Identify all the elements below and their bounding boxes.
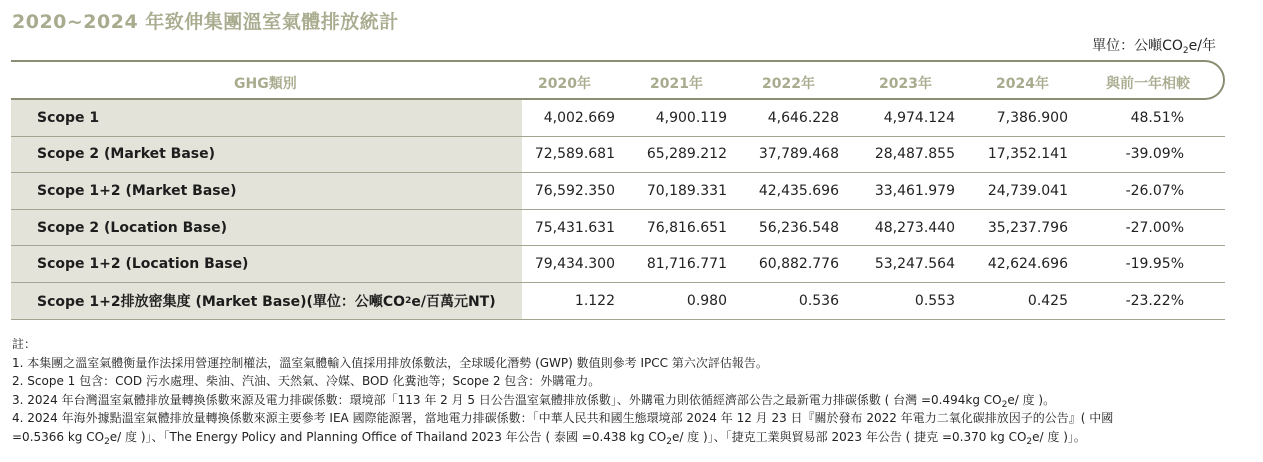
table-row (11, 100, 1225, 137)
note-1: 1. 本集團之溫室氣體衡量作法採用營運控制權法，溫室氣體輸入值採用排放係數法，全球暖化潛勢 (GWP) 數值則參考 IPCC 第六次評估報告。 (12, 355, 768, 370)
cell-2020: 76,592.350 (534, 182, 615, 199)
row-label: Scope 1+2 (Market Base) (11, 173, 522, 209)
header-category: GHG類別 (234, 76, 297, 92)
note-3: 3. 2024 年台灣溫室氣體排放量轉換係數來源及電力排碳係數：環境部「113 年 2 月 5 日公告溫室氣體排放係數」、外購電力則依循經濟部公告之最新電力排碳係數 ( 台灣 =0.494kg $CO_2e/$ 度 )。 (12, 392, 1056, 410)
cell-2024: 7,386.900 (996, 109, 1068, 126)
cell-2023: 53,247.564 (874, 256, 955, 273)
cell-2023: 28,487.855 (874, 146, 955, 163)
header-change: 與前一年相較 (1106, 76, 1190, 92)
cell-2022: 37,789.468 (758, 146, 839, 163)
header-year-2022: 2022年 (762, 76, 815, 92)
cell-change: -23.22% (1125, 292, 1184, 309)
row-label: Scope 2 (Market Base) (11, 137, 522, 173)
table-row (11, 137, 1225, 174)
row-label: Scope 1+2 (Location Base) (11, 246, 522, 282)
cell-2021: 4,900.119 (655, 109, 727, 126)
cell-2020: 79,434.300 (534, 256, 615, 273)
cell-2024: 42,624.696 (987, 256, 1068, 273)
cell-2022: 0.536 (798, 292, 839, 309)
notes-section (12, 335, 1242, 446)
cell-2021: 0.980 (686, 292, 727, 309)
row-label: Scope 1 (11, 100, 522, 136)
cell-2020: 72,589.681 (534, 146, 615, 163)
table-row (11, 210, 1225, 247)
cell-2024: 24,739.041 (987, 182, 1068, 199)
header-year-2020: 2020年 (538, 76, 591, 92)
cell-2021: 65,289.212 (646, 146, 727, 163)
cell-2021: 70,189.331 (646, 182, 727, 199)
table-row (11, 173, 1225, 210)
table-row (11, 246, 1225, 283)
cell-2022: 42,435.696 (758, 182, 839, 199)
cell-2020: 75,431.631 (534, 219, 615, 236)
header-year-2023: 2023年 (879, 76, 932, 92)
cell-2021: 76,816.651 (646, 219, 727, 236)
header-year-2024: 2024年 (996, 76, 1049, 92)
cell-change: -39.09% (1125, 146, 1184, 163)
notes-heading: 註： (12, 337, 37, 351)
cell-2022: 56,236.548 (758, 219, 839, 236)
note-4: 4. 2024 年海外據點溫室氣體排放量轉換係數來源主要參考 IEA 國際能源署，當地電力排碳係數：「中華人民共和國生態環境部 2024 年 12 月 23 日『關於發布 2022 年電力二氧化碳排放因子的公告』( 中國 =0.5366 kg $CO_2e/$ 度 )」、「The Energy Policy and Planning Office of Thailand 2023 年公告 ( 泰國 =0.438 kg $CO_2e/$ 度 )」、「捷克工業與貿易部 2023 年公告 ( 捷克 =0.370 kg $CO_2e/$ 度 )」。 (12, 411, 1114, 447)
emissions-table (11, 60, 1225, 320)
page-title: 2020~2024 年致伸集團溫室氣體排放統計 (12, 11, 399, 33)
cell-2023: 48,273.440 (874, 219, 955, 236)
unit-label: 單位：公噸$CO_2e/$年 (1092, 38, 1216, 56)
cell-change: 48.51% (1130, 109, 1184, 126)
note-2: 2. Scope 1 包含：COD 污水處理、柴油、汽油、天然氣、冷媒、BOD 化糞池等；Scope 2 包含：外購電力。 (12, 374, 601, 388)
cell-2023: 0.553 (914, 292, 955, 309)
cell-2024: 35,237.796 (987, 219, 1068, 236)
table-row (11, 283, 1225, 320)
cell-change: -19.95% (1125, 256, 1184, 273)
cell-2022: 60,882.776 (758, 256, 839, 273)
cell-2024: 17,352.141 (987, 146, 1068, 163)
cell-2023: 4,974.124 (883, 109, 955, 126)
cell-change: -27.00% (1125, 219, 1184, 236)
cell-2021: 81,716.771 (646, 256, 727, 273)
header-year-2021: 2021年 (650, 76, 703, 92)
cell-2023: 33,461.979 (874, 182, 955, 199)
cell-change: -26.07% (1125, 182, 1184, 199)
cell-2020: 1.122 (574, 292, 615, 309)
cell-2020: 4,002.669 (543, 109, 615, 126)
row-label: Scope 2 (Location Base) (11, 210, 522, 246)
table-header (11, 60, 1225, 100)
cell-2024: 0.425 (1027, 292, 1068, 309)
row-label: Scope 1+2排放密集度 (Market Base)(單位：公噸CO 2 e/百萬元NT) (11, 283, 522, 319)
cell-2022: 4,646.228 (767, 109, 839, 126)
